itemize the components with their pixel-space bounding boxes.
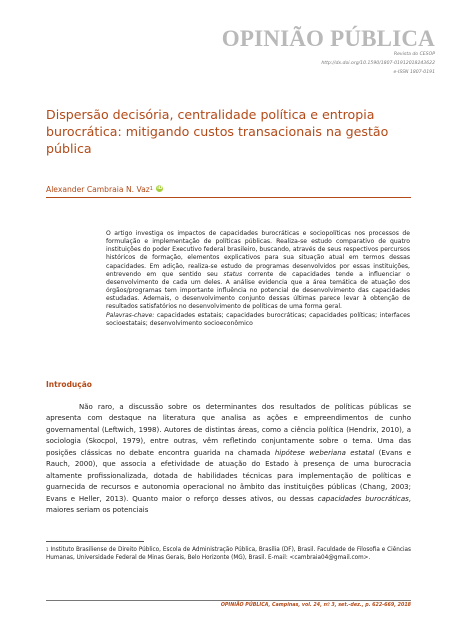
footnote-divider <box>46 541 144 542</box>
journal-title: OPINIÃO PÚBLICA <box>221 26 435 51</box>
intro-italic-1: hipótese weberiana estatal <box>274 448 375 457</box>
doi-link[interactable]: http://dx.doi.org/10.1590/1807-01912018243622 <box>321 61 435 66</box>
footnote-marker: 1 <box>46 547 49 552</box>
eissn: e-ISSN 1807-0191 <box>393 70 435 75</box>
footer-divider <box>46 600 411 601</box>
intro-italic-2: capacidades burocráticas <box>317 494 409 503</box>
footnote <box>46 546 411 562</box>
abstract <box>106 230 410 328</box>
journal-meta <box>321 50 435 77</box>
keywords-list: capacidades estatais; capacidades burocráticas; capacidades políticas; interfaces socioestatais; desenvolvimento socioeconômico <box>106 311 410 327</box>
orcid-icon[interactable]: iD <box>157 186 163 191</box>
journal-subtitle: Revista do CESOP <box>393 52 435 57</box>
intro-text-1: Não raro, a discussão sobre os determinantes dos resultados de políticas públicas se apresenta com destaque na literatura que analisa as ações e empreendimentos de cunho governamental (Leftwich, 1998). Autores de distintas áreas, como a ciência política (Hendrix, 2010), a sociologia (Skocpol, 1979), entre outras, vêm refletindo conjuntamente sobre o tema. Uma das posições clássicas no debate encontra guarida na chamada <box>46 403 411 457</box>
intro-text-2: (Evans e Rauch, 2000), que associa a efetividade de atuação do Estado à presença de uma burocracia altamente profissionalizada, dotada de habilidades técnicas para implementação de políticas e guarnecida de recursos e autonomia operacional no âmbito das instituições públicas (Chang, 2003; Evans e Heller, 2013). Quanto maior o reforço desses ativos, ou dessas <box>46 448 411 503</box>
abstract-part-1: O artigo investiga os impactos de capacidades burocráticas e sociopolíticas nos processos de formulação e implementação de políticas públicas. Realiza-se estudo comparativo de quatro instituições do poder Executivo federal brasileiro, buscando, através de seus respectivos percursos históricos de formação, elementos explicativos para sua situação atual em termos dessas capacidades. Em adição, realiza-se estudo de programas desenvolvidos por essas instituições, entrevendo em que sentido seu <box>106 230 410 278</box>
author-note-marker[interactable]: 1 <box>149 186 153 192</box>
abstract-status-word: status <box>223 270 243 278</box>
abstract-text <box>106 230 410 312</box>
author-name: Alexander Cambraia N. Vaz <box>46 185 150 194</box>
intro-text-3: , maiores seriam os potenciais <box>46 494 411 515</box>
section-heading-introduction: Introdução <box>46 380 92 389</box>
keywords <box>106 312 410 328</box>
author-line <box>46 185 411 198</box>
introduction-paragraph <box>46 402 411 517</box>
footer-citation: OPINIÃO PÚBLICA, Campinas, vol. 24, nº 3, set.-dez., p. 622-669, 2018 <box>220 603 411 608</box>
keywords-label: Palavras-chave: <box>106 311 155 319</box>
abstract-part-2: corrente de capacidades tende a influenciar o desenvolvimento de cada um deles. A análise evidencia que a área temática de atuação dos órgãos/programas tem importante influência no potencial de desenvolvimento das capacidades estudadas. Ademais, o desenvolvimento conjunto dessas últimas parece levar à obtenção de resultados satisfatórios no desenvolvimento de políticas de uma forma geral. <box>106 270 410 311</box>
footnote-text: Instituto Brasiliense de Direito Público, Escola de Administração Pública, Brasília (DF), Brasil. Faculdade de Filosofia e Ciências Humanas, Universidade Federal de Minas Gerais, Belo Horizonte (MG), Brasil. E-mail: <cambraia04@gmail.com>. <box>46 547 411 562</box>
article-title: Dispersão decisória, centralidade política e entropia burocrática: mitigando custos transacionais na gestão pública <box>46 107 389 156</box>
